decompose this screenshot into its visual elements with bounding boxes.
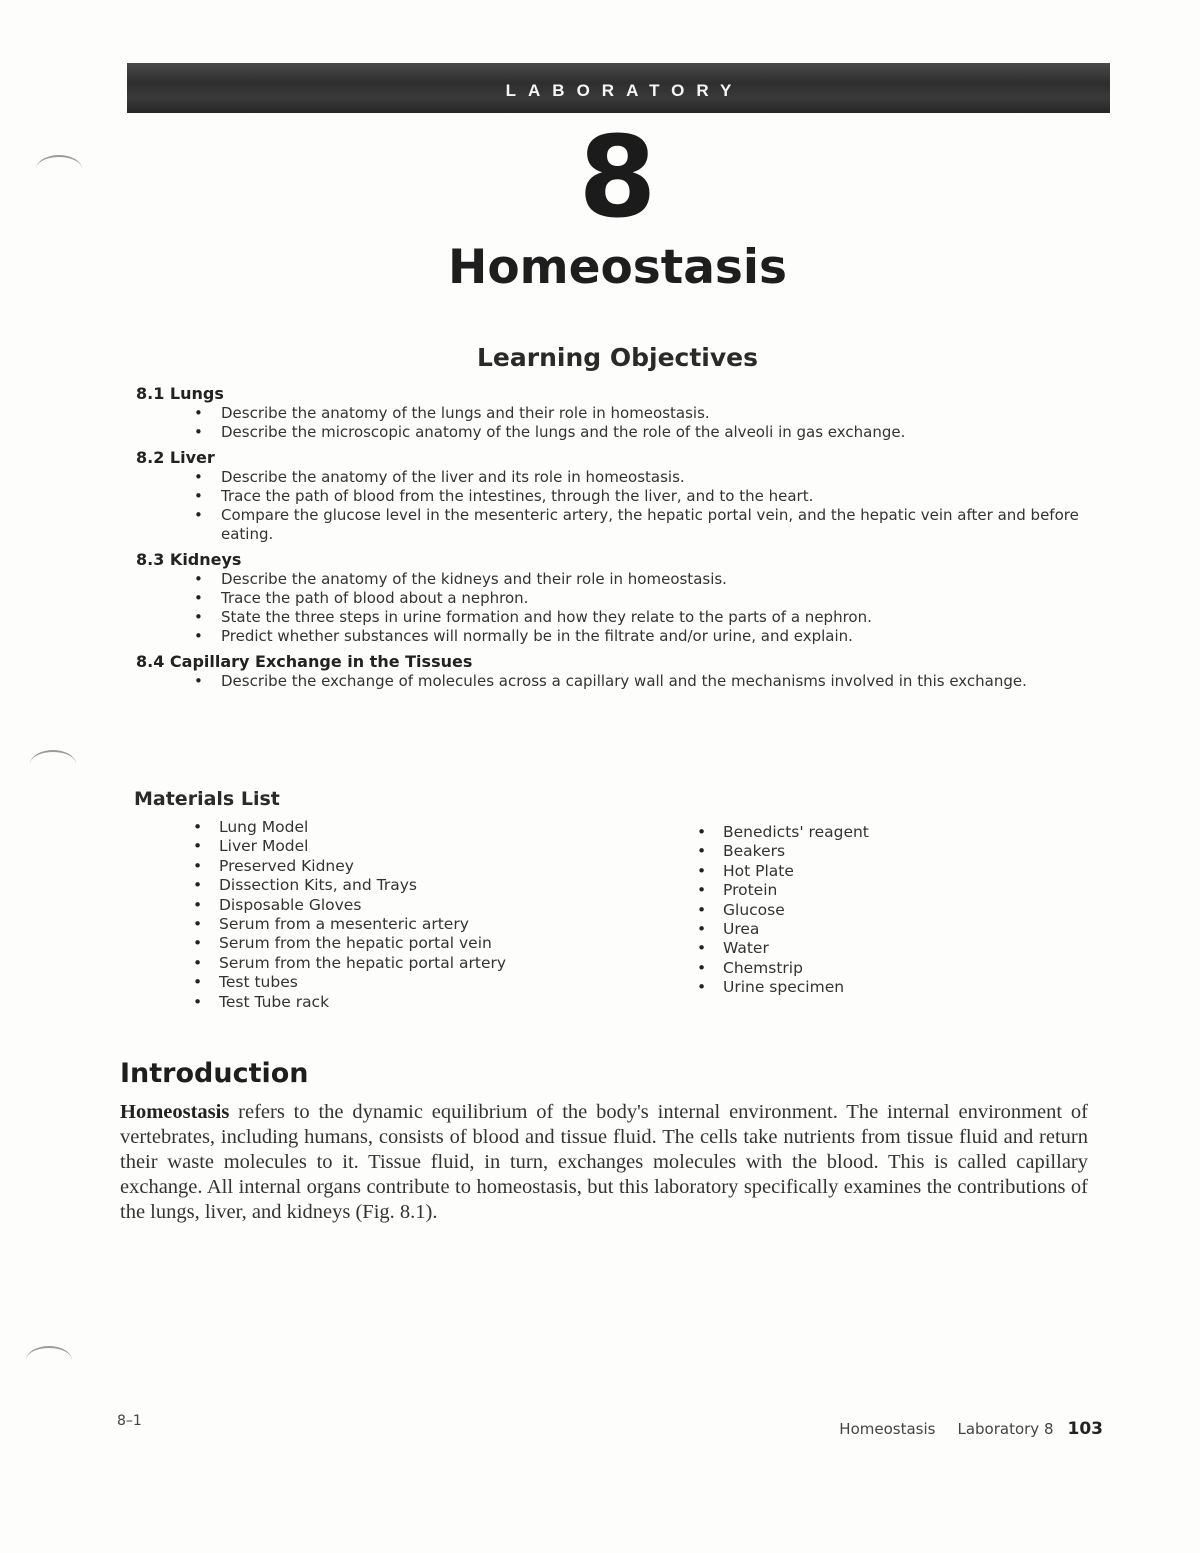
laboratory-banner	[127, 63, 1110, 113]
introduction-heading: Introduction	[120, 1058, 309, 1089]
objective-list	[136, 672, 1086, 691]
material-item: • Benedicts' reagent	[697, 823, 869, 842]
chapter-title: Homeostasis	[448, 240, 787, 295]
binder-mark	[26, 1346, 72, 1374]
material-item: • Disposable Gloves	[193, 896, 506, 915]
material-item: • Lung Model	[193, 818, 506, 837]
material-item: • Test tubes	[193, 973, 506, 992]
material-item: • Protein	[697, 881, 869, 900]
binder-mark	[30, 750, 76, 778]
material-item: • Water	[697, 939, 869, 958]
learning-objectives-heading: Learning Objectives	[477, 343, 758, 372]
introduction-key-term: Homeostasis	[120, 1101, 230, 1123]
objective-item: • Describe the anatomy of the kidneys and their role in homeostasis.	[194, 570, 1081, 589]
objective-item: • Predict whether substances will normally be in the filtrate and/or urine, and explain.	[194, 627, 1081, 646]
footer-page-code: 8–1	[117, 1413, 142, 1429]
material-item: • Hot Plate	[697, 862, 869, 881]
objective-item: • Compare the glucose level in the mesenteric artery, the hepatic portal vein, and the hepatic vein after and before eating.	[194, 506, 1081, 544]
material-item: • Beakers	[697, 842, 869, 861]
objective-section-liver	[136, 448, 1086, 544]
learning-objectives	[136, 384, 1086, 697]
objective-section-lungs	[136, 384, 1086, 442]
objective-section-title: 8.4 Capillary Exchange in the Tissues	[136, 652, 473, 671]
objective-section-title: 8.2 Liver	[136, 448, 215, 467]
objective-item: • Trace the path of blood from the intestines, through the liver, and to the heart.	[194, 487, 1081, 506]
footer-running-title: Homeostasis	[839, 1420, 936, 1438]
material-item: • Urine specimen	[697, 978, 869, 997]
material-item: • Dissection Kits, and Trays	[193, 876, 506, 895]
objective-list	[136, 404, 1086, 442]
material-item: • Chemstrip	[697, 959, 869, 978]
material-item: • Preserved Kidney	[193, 857, 506, 876]
objective-item: • Describe the exchange of molecules across a capillary wall and the mechanisms involved in this exchange.	[194, 672, 1081, 691]
objective-section-title: 8.1 Lungs	[136, 384, 224, 403]
objective-section-title: 8.3 Kidneys	[136, 550, 242, 569]
material-item: • Test Tube rack	[193, 993, 506, 1012]
objective-item: • Describe the microscopic anatomy of the lungs and the role of the alveoli in gas exchange.	[194, 423, 1081, 442]
introduction-paragraph	[120, 1100, 1088, 1225]
material-item: • Serum from a mesenteric artery	[193, 915, 506, 934]
objective-item: • Trace the path of blood about a nephron.	[194, 589, 1081, 608]
footer-lab-label: Laboratory 8	[957, 1420, 1054, 1438]
materials-list-left	[193, 818, 506, 1012]
material-item: • Urea	[697, 920, 869, 939]
objective-item: • Describe the anatomy of the lungs and their role in homeostasis.	[194, 404, 1081, 423]
materials-list-heading: Materials List	[134, 788, 280, 810]
objective-list	[136, 468, 1086, 544]
page-number: 103	[1067, 1419, 1103, 1439]
footer-running-head	[839, 1419, 1103, 1439]
objective-item: • State the three steps in urine formation and how they relate to the parts of a nephron.	[194, 608, 1081, 627]
objective-section-kidneys	[136, 550, 1086, 646]
material-item: • Serum from the hepatic portal artery	[193, 954, 506, 973]
chapter-number: 8	[578, 113, 657, 243]
material-item: • Liver Model	[193, 837, 506, 856]
material-item: • Serum from the hepatic portal vein	[193, 934, 506, 953]
material-item: • Glucose	[697, 901, 869, 920]
objective-list	[136, 570, 1086, 646]
objective-item: • Describe the anatomy of the liver and its role in homeostasis.	[194, 468, 1081, 487]
objective-section-capillary-exchange	[136, 652, 1086, 691]
materials-list-right	[697, 823, 869, 998]
banner-label: LABORATORY	[505, 81, 744, 100]
introduction-text: refers to the dynamic equilibrium of the body's internal environment. The internal environment of vertebrates, including humans, consists of blood and tissue fluid. The cells take nutrients from tissue fluid and return their waste molecules to it. Tissue fluid, in turn, exchanges molecules with the blood. This is called capillary exchange. All internal organs contribute to homeostasis, but this laboratory specifically examines the contributions of the lungs, liver, and kidneys (Fig. 8.1).	[120, 1101, 1088, 1223]
